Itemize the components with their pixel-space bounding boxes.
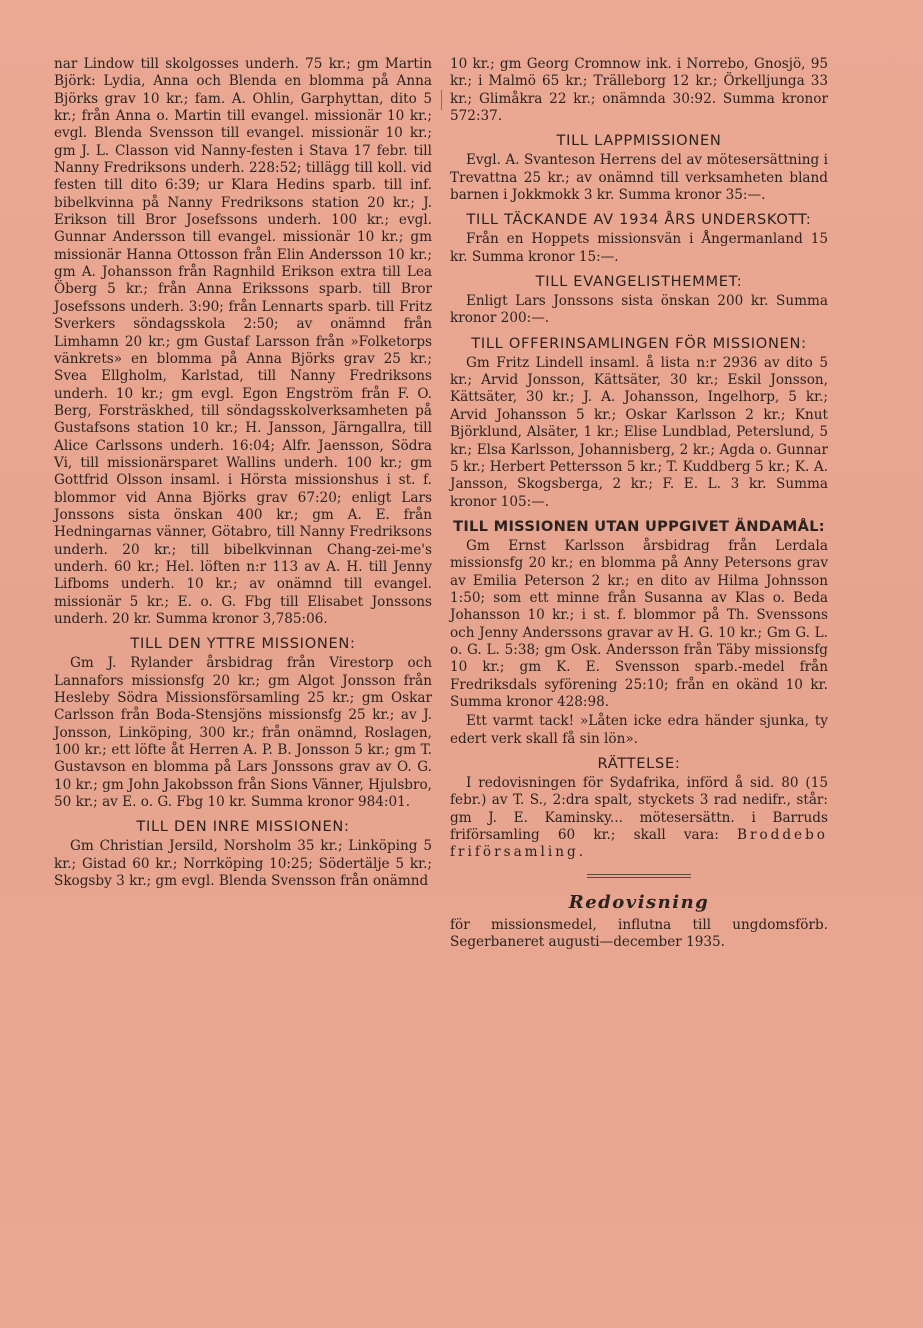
paragraph-tack: Ett varmt tack! »Låten icke edra händer sjunka, ty edert verk skall få sin lön». <box>450 713 828 747</box>
heading-inre-missionen: TILL DEN INRE MISSIONEN: <box>136 818 350 836</box>
heading-lappmissionen: TILL LAPPMISSIONEN <box>556 132 722 150</box>
rattelse-friforsamling: friförsamling. <box>450 844 587 861</box>
heading-tackande-underskott: TILL TÄCKANDE AV 1934 ÅRS UNDERSKOTT: <box>466 211 812 229</box>
rattelse-broddebo: Broddebo <box>736 827 828 844</box>
paragraph-offerinsamlingen: Gm Fritz Lindell insaml. å lista n:r 2936 av dito 5 kr.; Arvid Jonsson, Kättsäter, 30 kr.; Eskil Jonsson, Kättsäter, 30 kr.; J. A. Johansson, Ingelhorp, 5 kr.; Arvid Johansson 5 kr.; Oskar Karlsson 2 kr.; Knut Björklund, Alsäter, 1 kr.; Elise Lundblad, Peterslund, 5 kr.; Elsa Karlsson, Johannisberg, 2 kr.; Agda o. Gunnar 5 kr.; Herbert Pettersson 5 kr.; T. Kuddberg 5 kr.; K. A. Jansson, Skogsberga, 2 kr.; F. E. L. 3 kr. Summa kronor 105:—. <box>450 354 828 510</box>
paragraph-continued: 10 kr.; gm Georg Cromnow ink. i Norrebo, Gnosjö, 95 kr.; i Malmö 65 kr.; Trälleborg 12 kr.; Örkelljunga 33 kr.; Glimåkra 22 kr.; onämnda 30:92. Summa kronor 572:37. <box>450 56 828 125</box>
column-divider <box>441 90 442 110</box>
paragraph-lappmissionen: Evgl. A. Svanteson Herrens del av mötesersättning i Trevattna 25 kr.; av onämnd till verksamheten bland barnen i Jokkmokk 3 kr. Summa kronor 35:—. <box>450 152 828 204</box>
paragraph-tackande-underskott: Från en Hoppets missionsvän i Ångermanland 15 kr. Summa kronor 15:—. <box>450 231 828 265</box>
rattelse-text: I redovisningen för Sydafrika, införd å sid. 80 (15 febr.) av T. S., 2:dra spalt, styckets 3 rad nedifr., står: gm J. E. Kaminsky... mötesersättn. i Barruds friförsamling 60 kr.; skall vara: <box>450 775 828 844</box>
heading-evangelisthemmet: TILL EVANGELISTHEMMET: <box>535 273 743 291</box>
heading-yttre-missionen: TILL DEN YTTRE MISSIONEN: <box>130 635 356 653</box>
paragraph-redovisning: för missionsmedel, influtna till ungdomsförb. Segerbaneret augusti—december 1935. <box>450 917 828 951</box>
heading-offerinsamlingen: TILL OFFERINSAMLINGEN FÖR MISSIONEN: <box>471 334 807 352</box>
paragraph-rattelse <box>450 775 828 862</box>
paragraph-inre-missionen: Gm Christian Jersild, Norsholm 35 kr.; Linköping 5 kr.; Gistad 60 kr.; Norrköping 10:25; Södertälje 5 kr.; Skogsby 3 kr.; gm evgl. Blenda Svensson från onämnd <box>54 838 432 890</box>
heading-utan-uppgivet-andamal: TILL MISSIONEN UTAN UPPGIVET ÄNDAMÅL: <box>453 517 825 535</box>
right-column <box>450 56 828 954</box>
paragraph-evangelisthemmet: Enligt Lars Jonssons sista önskan 200 kr. Summa kronor 200:—. <box>450 293 828 327</box>
left-column <box>54 56 432 892</box>
heading-rattelse: RÄTTELSE: <box>597 755 681 772</box>
paragraph-utan-uppgivet-andamal: Gm Ernst Karlsson årsbidrag från Lerdala missionsfg 20 kr.; en blomma på Anny Petersons grav av Emilia Peterson 2 kr.; en dito av Hilma Johnsson 1:50; som ett minne från Susanna av Klas o. Beda Johansson 10 kr.; i st. f. blommor på Th. Svenssons och Jenny Anderssons gravar av H. G. 10 kr.; Gm G. L. o. G. L. 5:38; gm Osk. Andersson från Täby missionsfg 10 kr.; gm K. E. Svensson sparb.-medel från Fredriksdals syförening 25:10; från en okänd 10 kr. Summa kronor 428:98. <box>450 537 828 710</box>
section-rule <box>587 874 691 878</box>
paragraph-donations-list: nar Lindow till skolgosses underh. 75 kr.; gm Martin Björk: Lydia, Anna och Blenda en blomma på Anna Björks grav 10 kr.; fam. A. Ohlin, Garphyttan, dito 5 kr.; från Anna o. Martin till evangel. missionär 10 kr.; evgl. Blenda Svensson till evangel. missionär 10 kr.; gm J. L. Classon vid Nanny-festen i Stava 17 febr. till Nanny Fredriksons underh. 228:52; tillägg till koll. vid festen till dito 6:39; ur Klara Hedins sparb. till inf. bibelkvinna på Nanny Fredriksons station 20 kr.; J. Erikson till Bror Josefssons underh. 100 kr.; evgl. Gunnar Andersson till evangel. missionär 10 kr.; gm missionär Hanna Ottosson från Elin Andersson 10 kr.; gm A. Johansson från Ragnhild Erikson extra till Lea Öberg 5 kr.; från Anna Erikssons sparb. till Bror Josefssons underh. 3:90; från Lennarts sparb. till Fritz Sverkers söndagsskola 2:50; av onämnd från Limhamn 20 kr.; gm Gustaf Larsson från »Folketorps vänkrets» en blomma på Anna Björks grav 25 kr.; Svea Ellgholm, Karlstad, till Nanny Fredriksons underh. 10 kr.; gm evgl. Egon Engström från F. O. Berg, Forsträskhed, till söndagsskolverksamheten på Gustafsons station 10 kr.; H. Jansson, Järngallra, till Alice Carlssons underh. 16:04; Alfr. Jaensson, Södra Vi, till missionärsparet Wallins underh. 100 kr.; gm Gottfrid Olsson insaml. i Hörsta missionshus i st. f. blommor vid Anna Björks grav 67:20; enligt Lars Jonssons sista önskan 400 kr.; gm A. E. från Hedningarnas vänner, Götabro, till Nanny Fredriksons underh. 20 kr.; till bibelkvinnan Chang-zei-me's underh. 60 kr.; Hel. löften n:r 113 av A. H. till Jenny Lifboms underh. 10 kr.; av onämnd till evangel. missionär 5 kr.; E. o. G. Fbg till Elisabet Jonssons underh. 20 kr. Summa kronor 3,785:06. <box>54 56 432 627</box>
paragraph-yttre-missionen: Gm J. Rylander årsbidrag från Virestorp och Lannafors missionsfg 20 kr.; gm Algot Jonsson från Hesleby Södra Missionsförsamling 25 kr.; gm Oskar Carlsson från Boda-Stensjöns missionsfg 25 kr.; av J. Jonsson, Linköping, 300 kr.; från onämnd, Roslagen, 100 kr.; ett löfte åt Herren A. P. B. Jonsson 5 kr.; gm T. Gustavson en blomma på Lars Jonssons grav av O. G. 10 kr.; gm John Jakobsson från Sions Vänner, Hjulsbro, 50 kr.; av E. o. G. Fbg 10 kr. Summa kronor 984:01. <box>54 655 432 811</box>
heading-redovisning: Redovisning <box>568 891 710 913</box>
